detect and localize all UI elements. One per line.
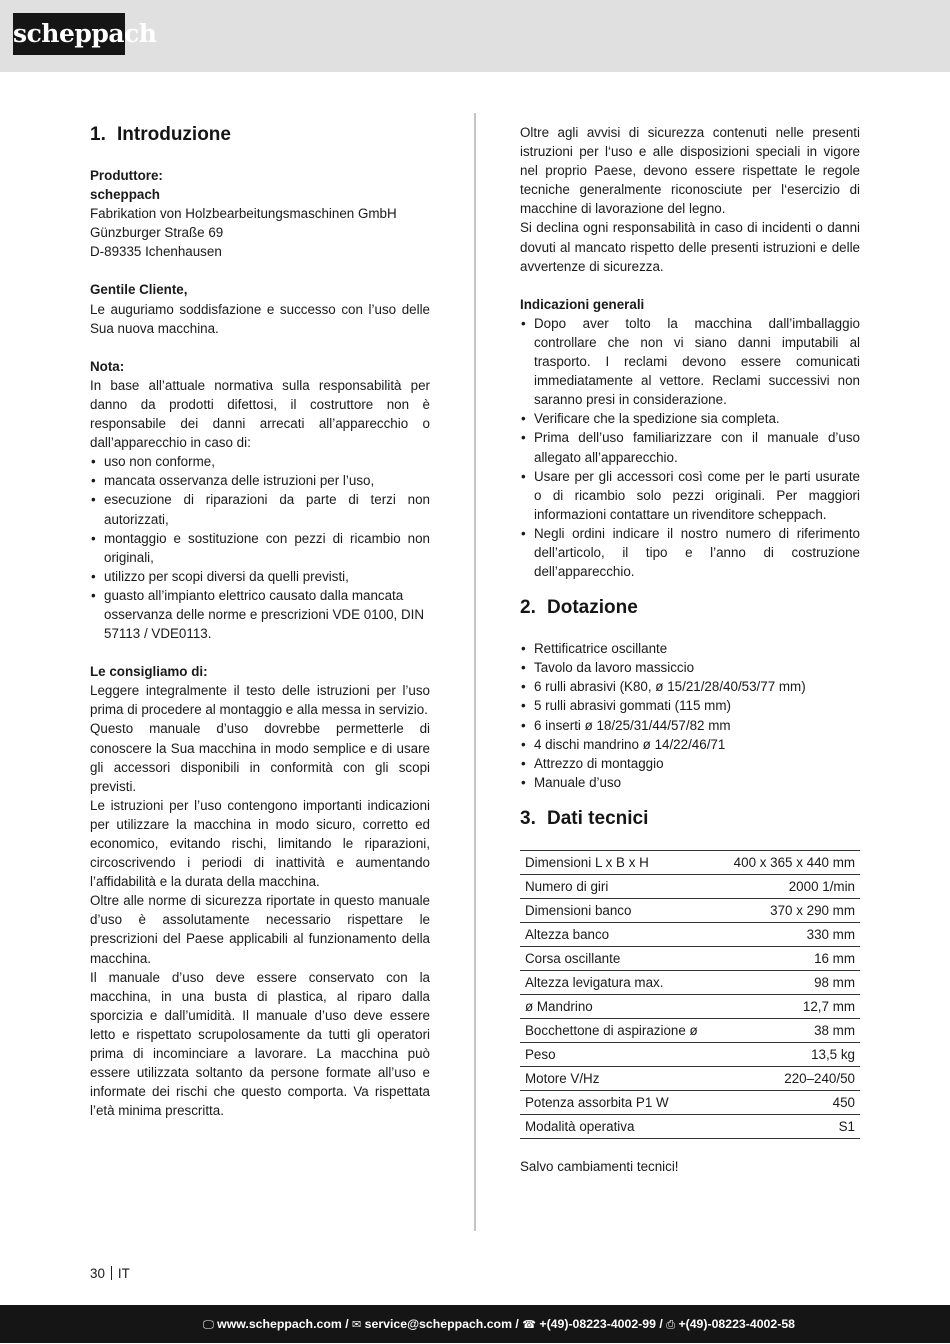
computer-icon: 🖵︎ <box>203 1318 214 1331</box>
table-row <box>520 1042 860 1066</box>
section-number: 3. <box>520 807 536 829</box>
producer-name: scheppach <box>90 187 160 203</box>
table-row <box>520 970 860 994</box>
section-number: 2. <box>520 597 536 619</box>
safety-paragraph: Oltre agli avvisi di sicurezza contenuti nelle presenti istruzioni per l‘uso e alle disposizioni speciali in vigore nel proprio Paese, devono essere rispettate le regole tecniche generalmente riconosciute per l‘esercizio di macchine di lavorazione del legno. <box>520 125 860 217</box>
spec-value: 330 mm <box>806 926 855 942</box>
spec-value: 16 mm <box>814 950 855 966</box>
producer-label: Produttore: <box>90 168 163 183</box>
spec-value: 370 x 290 mm <box>770 902 855 918</box>
greeting-label: Gentile Cliente, <box>90 282 188 298</box>
footer-separator: / <box>512 1317 523 1331</box>
header-bar <box>0 0 950 72</box>
advice-paragraph: Oltre alle norme di sicurezza riportate in questo manuale d’uso è assolutamente necessario rispettare le prescrizioni del Paese applicabili al funzionamento della macchina. <box>90 893 430 966</box>
spec-table <box>520 850 860 1139</box>
table-row <box>520 1090 860 1114</box>
footer-bar <box>0 1305 950 1343</box>
spec-value: 13,5 kg <box>811 1046 855 1062</box>
fax-icon: ⎙ <box>666 1318 676 1331</box>
footer-fax: +(49)-08223-4002-58 <box>678 1317 795 1331</box>
list-item: • montaggio e sostituzione con pezzi di ricambio non originali, <box>90 529 430 567</box>
footer-website-link[interactable]: www.scheppach.com <box>217 1317 342 1331</box>
table-row <box>520 898 860 922</box>
table-row <box>520 1018 860 1042</box>
spec-value: 220–240/50 <box>784 1070 855 1086</box>
page-language: IT <box>117 1266 130 1281</box>
list-item: • Usare per gli accessori così come per le parti usurate o di ricambio solo pezzi originali. Per maggiori informazioni contattare un rivenditore scheppach. <box>520 467 860 524</box>
list-item: • esecuzione di riparazioni da parte di terzi non autorizzati, <box>90 490 430 528</box>
list-item: • Verificare che la spedizione sia completa. <box>520 409 860 428</box>
table-row <box>520 922 860 946</box>
spec-value: 38 mm <box>814 1022 855 1038</box>
spec-label: Dimensioni L x B x H <box>525 854 649 870</box>
spec-value: 2000 1/min <box>788 878 855 894</box>
address-line: Fabrikation von Holzbearbeitungsmaschinen GmbH <box>90 206 397 222</box>
general-label: Indicazioni generali <box>520 296 645 312</box>
spec-label: Altezza levigatura max. <box>525 974 664 990</box>
list-item: • 6 inserti ø 18/25/31/44/57/82 mm <box>520 716 860 735</box>
advice-paragraph: Il manuale d’uso deve essere conservato con la macchina, in una busta di plastica, al riparo dalla sporcizia e dall’umidità. Il manuale d’uso deve essere letto e rispettato scrupolosamente da tutti gli operatori prima di incominciare a lavorare. La macchina può essere utilizzata soltanto da persone formate all’uso e informate dei rischi che questo comporta. Va rispettata l’età minima prescritta. <box>90 969 430 1119</box>
advice-paragraph: Leggere integralmente il testo delle istruzioni per l’uso prima di procedere al montaggio e alla messa in servizio. <box>90 683 430 718</box>
table-row <box>520 994 860 1018</box>
spec-label: Numero di giri <box>525 878 609 894</box>
spec-footnote: Salvo cambiamenti tecnici! <box>520 1158 679 1174</box>
right-column <box>520 123 860 1176</box>
section-title: Dotazione <box>547 597 638 619</box>
section-number: 1. <box>90 124 106 145</box>
column-divider <box>474 113 476 1231</box>
spec-label: Peso <box>525 1046 556 1062</box>
table-row <box>520 1114 860 1138</box>
section-heading-dotazione <box>520 596 860 620</box>
left-column <box>90 123 430 1120</box>
list-item: • uso non conforme, <box>90 452 430 471</box>
section-heading-dati-tecnici <box>520 807 860 831</box>
list-item: • Dopo aver tolto la macchina dall’imballaggio controllare che non vi siano danni imputabili al trasporto. I reclami devono essere comunicati immediatamente al vettore. Reclami successivi non saranno presi in considerazione. <box>520 314 860 409</box>
section-heading-introduzione <box>90 123 430 147</box>
advice-paragraph: Questo manuale d’uso dovrebbe permetterle di conoscere la Sua macchina in modo semplice e di usare gli accessori disponibili in conformità con gli scopi previsti. <box>90 721 430 794</box>
list-item: • 5 rulli abrasivi gommati (115 mm) <box>520 696 860 715</box>
brand-logo: scheppach <box>13 13 125 55</box>
list-item: • Prima dell’uso familiarizzare con il manuale d’uso allegato all’apparecchio. <box>520 428 860 466</box>
spec-value: 450 <box>832 1094 855 1110</box>
spec-value: 98 mm <box>814 974 855 990</box>
list-item: • 6 rulli abrasivi (K80, ø 15/21/28/40/53/77 mm) <box>520 677 860 696</box>
spec-value: S1 <box>838 1118 855 1134</box>
spec-label: Modalità operativa <box>525 1118 635 1134</box>
advice-paragraph: Le istruzioni per l’uso contengono importanti indicazioni per utilizzare la macchina in modo sicuro, corretto ed economico, evitando rischi, limitando le riparazioni, circoscrivendo i periodi di inattività e aumentando l’affidabilità e la durata della macchina. <box>90 797 430 890</box>
footer-phone: +(49)-08223-4002-99 <box>539 1317 656 1331</box>
footer-separator: / <box>341 1317 353 1331</box>
spec-label: Corsa oscillante <box>525 950 621 966</box>
list-item: • Negli ordini indicare il nostro numero di riferimento dell’articolo, il tipo e l’anno di costruzione dell’apparecchio. <box>520 524 860 581</box>
spec-label: Bocchettone di aspirazione ø <box>525 1022 698 1038</box>
table-row <box>520 850 860 874</box>
note-list <box>90 452 430 643</box>
page-number <box>90 1265 130 1283</box>
spec-label: Dimensioni banco <box>525 902 632 918</box>
liability-paragraph: Si declina ogni responsabilità in caso di incidenti o danni dovuti al mancato rispetto delle presenti istruzioni e delle avvertenze di sicurezza. <box>520 220 860 274</box>
page-number-value: 30 <box>90 1266 105 1281</box>
table-row <box>520 946 860 970</box>
footer-email-link[interactable]: service@scheppach.com <box>364 1317 513 1331</box>
list-item: • Attrezzo di montaggio <box>520 754 860 773</box>
spec-value: 400 x 365 x 440 mm <box>733 854 855 870</box>
spec-value: 12,7 mm <box>802 998 855 1014</box>
note-label: Nota: <box>90 358 125 374</box>
page-separator <box>111 1266 112 1280</box>
table-row <box>520 1066 860 1090</box>
advice-label: Le consigliamo di: <box>90 664 208 680</box>
spec-label: Potenza assorbita P1 W <box>525 1094 669 1110</box>
list-item: • Tavolo da lavoro massiccio <box>520 658 860 677</box>
phone-icon: ☎︎ <box>522 1318 536 1331</box>
spec-label: Altezza banco <box>525 926 610 942</box>
note-text: In base all’attuale normativa sulla responsabilità per danno da prodotti difettosi, il costruttore non è responsabile dei danni arrecati all’apparecchio o dall’apparecchio in caso di: <box>90 377 430 451</box>
footer-separator: / <box>655 1317 667 1331</box>
greeting-text: Le auguriamo soddisfazione e successo con l’uso delle Sua nuova macchina. <box>90 301 430 336</box>
list-item: • Manuale d’uso <box>520 773 860 792</box>
section-title: Introduzione <box>117 124 231 145</box>
spec-label: Motore V/Hz <box>525 1070 600 1086</box>
supply-list <box>520 639 860 792</box>
mail-icon: ✉︎ <box>352 1318 362 1331</box>
list-item: • mancata osservanza delle istruzioni per l’uso, <box>90 471 430 490</box>
spec-label: ø Mandrino <box>525 998 593 1014</box>
address-line: D-89335 Ichenhausen <box>90 244 222 260</box>
list-item: • 4 dischi mandrino ø 14/22/46/71 <box>520 735 860 754</box>
table-row <box>520 874 860 898</box>
address-line: Günzburger Straße 69 <box>90 225 224 241</box>
list-item: • guasto all’impianto elettrico causato dalla mancata osservanza delle norme e prescrizioni VDE 0100, DIN 57113 / VDE0113. <box>90 586 430 643</box>
general-list <box>520 314 860 581</box>
list-item: • utilizzo per scopi diversi da quelli previsti, <box>90 567 430 586</box>
list-item: • Rettificatrice oscillante <box>520 639 860 658</box>
section-title: Dati tecnici <box>547 807 649 829</box>
